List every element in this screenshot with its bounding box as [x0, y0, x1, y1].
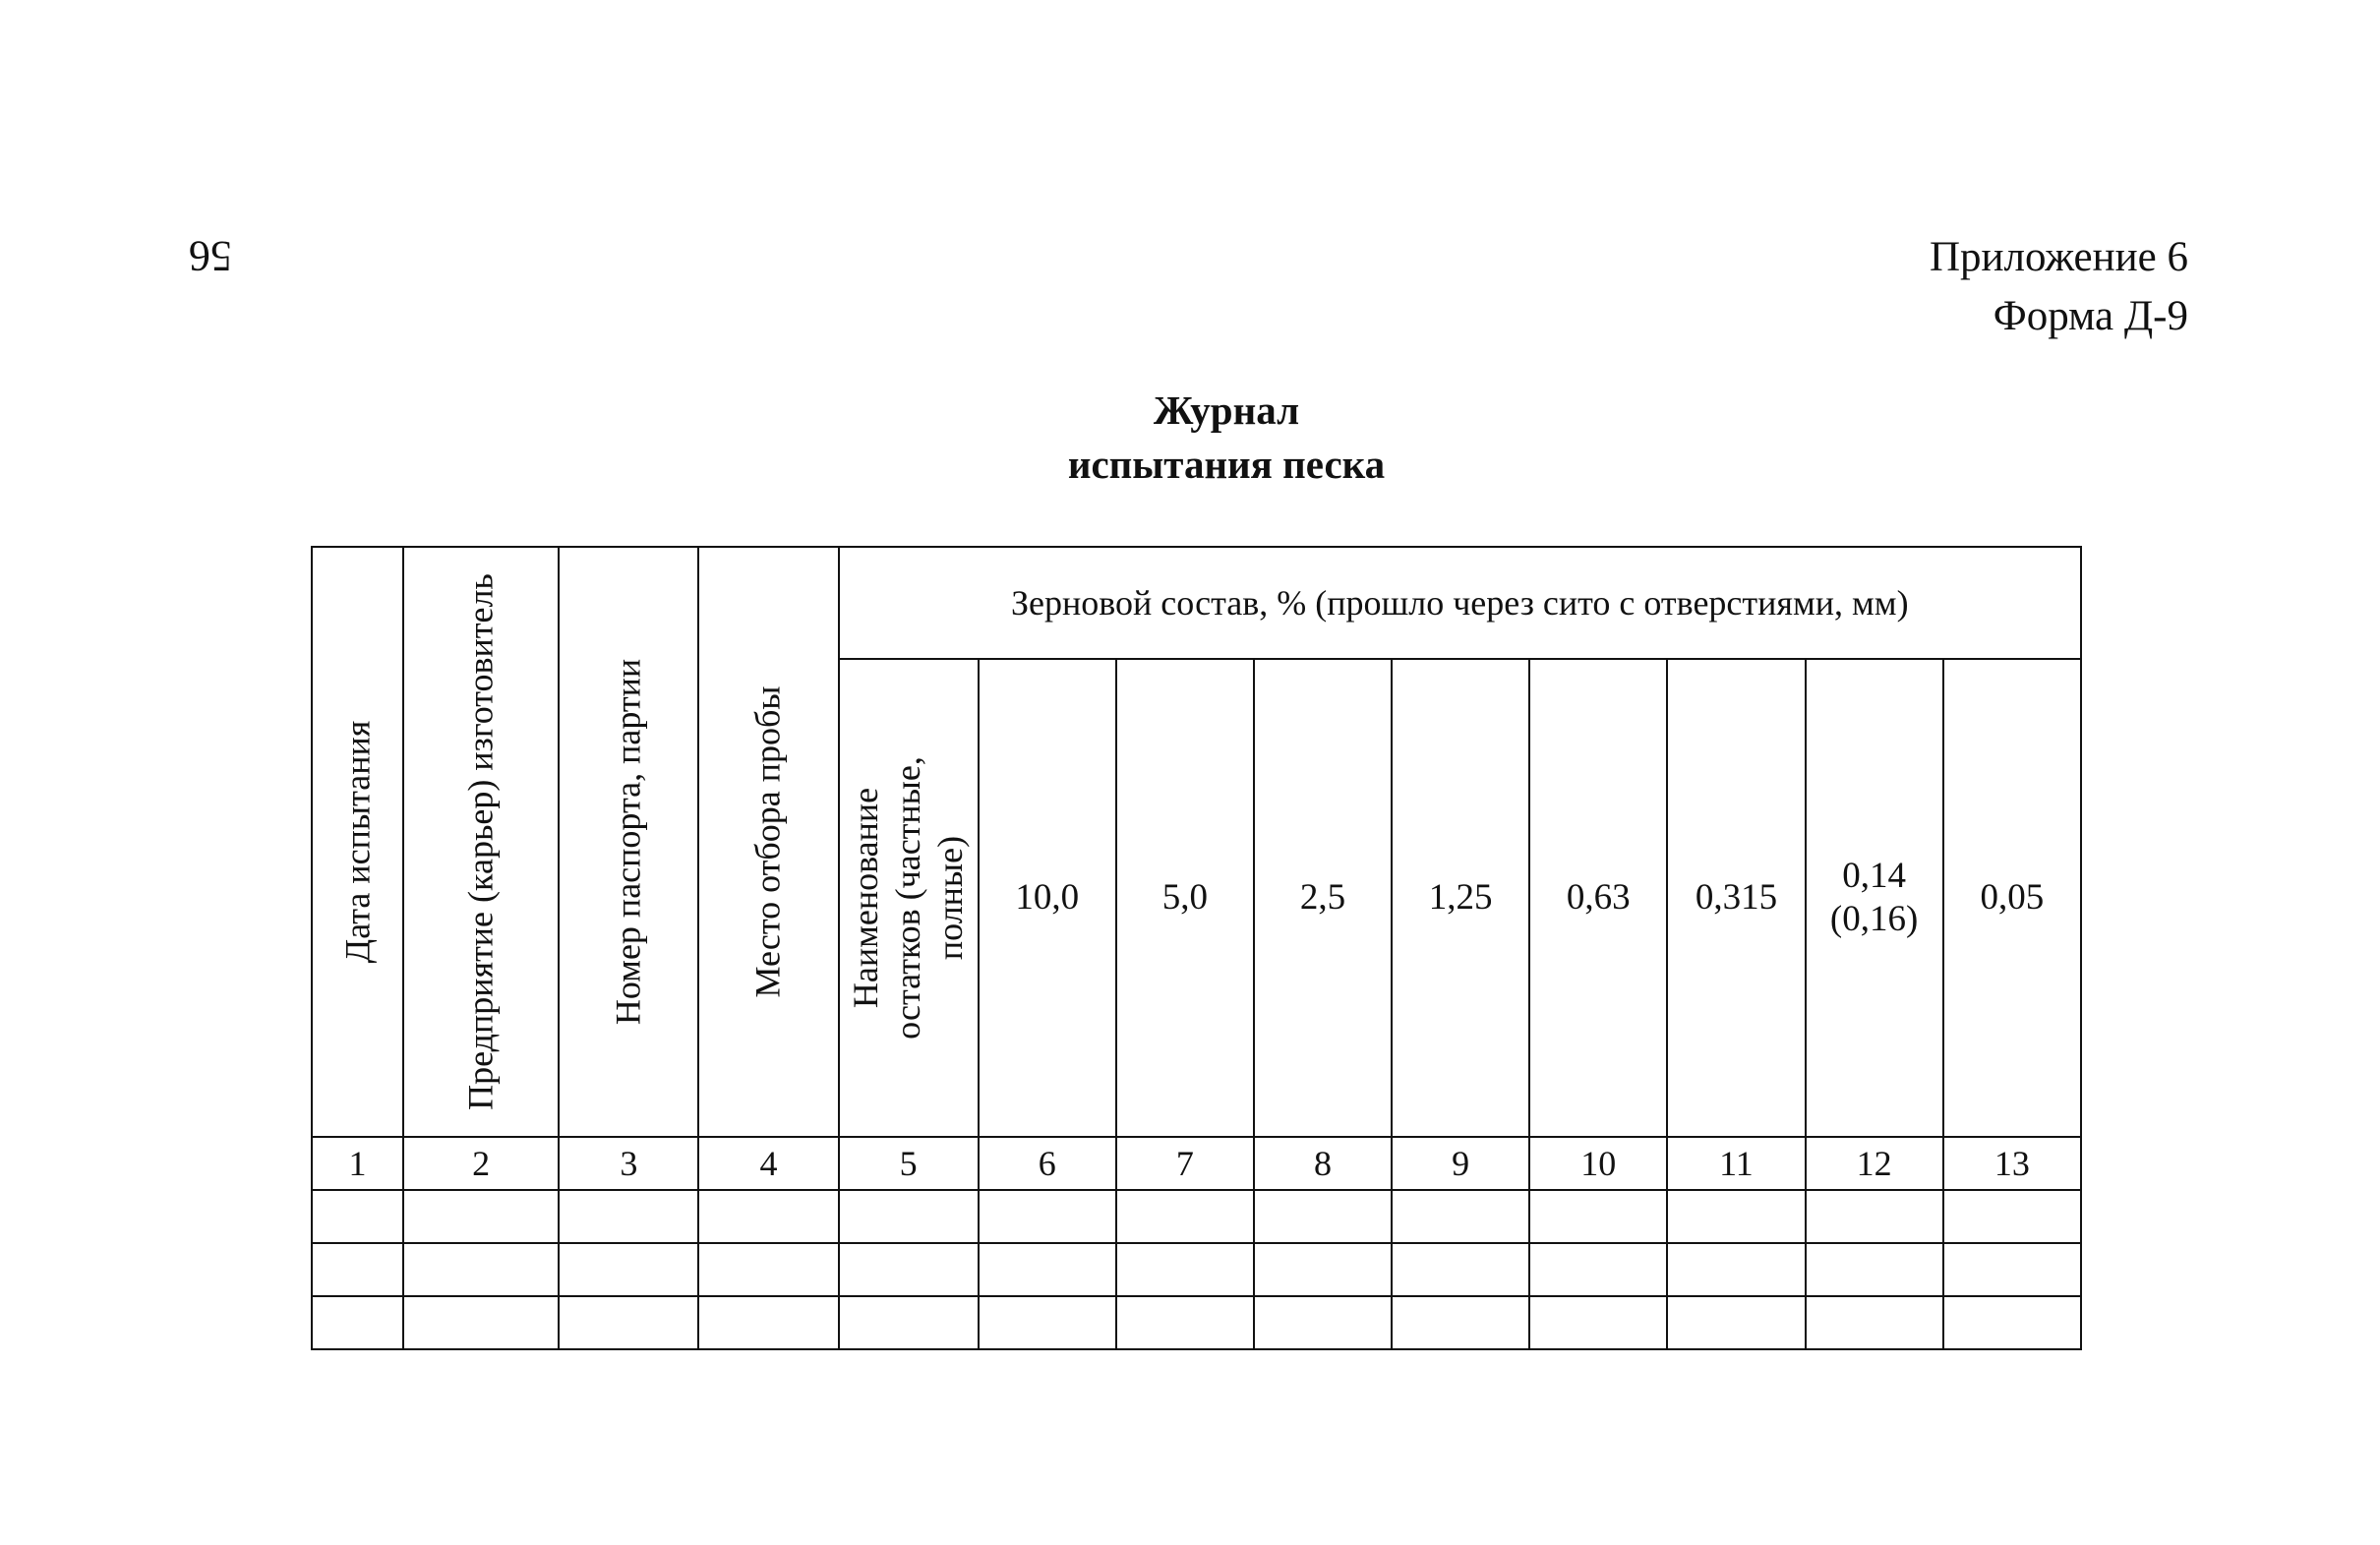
header-passport [559, 547, 698, 1137]
header-test-date-label: Дата испытания [336, 720, 377, 964]
blank-cell [403, 1296, 559, 1349]
blank-cell [1806, 1243, 1943, 1296]
blank-cell [312, 1243, 403, 1296]
sieve-label: 10,0 [1015, 876, 1080, 918]
header-grain-composition: Зерновой состав, % (прошло через сито с отверстиями, мм) [839, 547, 2081, 659]
blank-cell [1667, 1243, 1805, 1296]
blank-cell [403, 1243, 559, 1296]
column-number: 12 [1806, 1137, 1943, 1190]
blank-cell [403, 1190, 559, 1243]
sieve-10-0 [979, 659, 1116, 1137]
sieve-0-05 [1943, 659, 2081, 1137]
blank-cell [1943, 1243, 2081, 1296]
blank-cell [698, 1243, 838, 1296]
sieve-1-25 [1392, 659, 1529, 1137]
table-row [312, 1190, 2081, 1243]
blank-cell [1254, 1243, 1392, 1296]
column-number: 1 [312, 1137, 403, 1190]
sieve-0-14 [1806, 659, 1943, 1137]
header-producer-label: Предприятие (карьер) изготовитель [460, 573, 501, 1110]
sieve-label-alt: (0,16) [1829, 899, 1919, 939]
blank-cell [1254, 1190, 1392, 1243]
blank-cell [839, 1296, 979, 1349]
blank-cell [1529, 1243, 1667, 1296]
sieve-label: 0,315 [1695, 876, 1778, 918]
blank-cell [839, 1243, 979, 1296]
column-number: 5 [839, 1137, 979, 1190]
header-test-date [312, 547, 403, 1137]
column-number: 3 [559, 1137, 698, 1190]
table-row [312, 1243, 2081, 1296]
blank-cell [1254, 1296, 1392, 1349]
appendix-label: Приложение 6 [1929, 234, 2188, 280]
form-label: Форма Д-9 [1993, 293, 2188, 339]
page-number: 56 [189, 232, 232, 280]
blank-cell [1943, 1190, 2081, 1243]
column-number-row [312, 1137, 2081, 1190]
blank-cell [698, 1296, 838, 1349]
blank-cell [1116, 1243, 1254, 1296]
header-residue-name [839, 659, 979, 1137]
column-number: 4 [698, 1137, 838, 1190]
title-line-1: Журнал [1153, 387, 1300, 433]
header-sampling-place-label: Место отбора пробы [747, 685, 788, 998]
blank-cell [312, 1296, 403, 1349]
blank-cell [1943, 1296, 2081, 1349]
blank-cell [979, 1243, 1116, 1296]
blank-cell [559, 1243, 698, 1296]
column-number: 10 [1529, 1137, 1667, 1190]
table-row [312, 1296, 2081, 1349]
blank-cell [1667, 1190, 1805, 1243]
header-residue-name-label: Наименование остатков (частные, полные) [845, 756, 971, 1040]
sieve-2-5 [1254, 659, 1392, 1137]
blank-cell [1392, 1243, 1529, 1296]
blank-cell [1806, 1296, 1943, 1349]
blank-cell [1392, 1190, 1529, 1243]
header-row-1 [312, 547, 2081, 659]
sieve-0-315 [1667, 659, 1805, 1137]
blank-cell [1392, 1296, 1529, 1349]
blank-cell [1806, 1190, 1943, 1243]
sieve-label: 5,0 [1161, 876, 1208, 918]
blank-cell [559, 1190, 698, 1243]
blank-cell [979, 1296, 1116, 1349]
sieve-0-63 [1529, 659, 1667, 1137]
blank-cell [1529, 1190, 1667, 1243]
sand-test-journal-table [311, 546, 2082, 1350]
column-number: 13 [1943, 1137, 2081, 1190]
blank-cell [839, 1190, 979, 1243]
sieve-label: 0,63 [1566, 876, 1631, 918]
sieve-5-0 [1116, 659, 1254, 1137]
blank-cell [1116, 1296, 1254, 1349]
sieve-label: 0,14 [1842, 855, 1906, 896]
column-number: 6 [979, 1137, 1116, 1190]
appendix-header [1930, 228, 2188, 346]
sieve-label: 1,25 [1428, 876, 1493, 918]
sieve-label: 0,05 [1980, 876, 2045, 918]
sieve-label: 2,5 [1299, 876, 1346, 918]
blank-cell [698, 1190, 838, 1243]
header-sampling-place [698, 547, 838, 1137]
blank-cell [312, 1190, 403, 1243]
column-number: 11 [1667, 1137, 1805, 1190]
blank-cell [559, 1296, 698, 1349]
column-number: 7 [1116, 1137, 1254, 1190]
blank-cell [1116, 1190, 1254, 1243]
header-passport-label: Номер паспорта, партии [608, 658, 648, 1026]
blank-cell [979, 1190, 1116, 1243]
blank-cell [1667, 1296, 1805, 1349]
title-line-2: испытания песка [1067, 442, 1386, 487]
blank-cell [1529, 1296, 1667, 1349]
column-number: 9 [1392, 1137, 1529, 1190]
document-title [0, 384, 2380, 492]
column-number: 8 [1254, 1137, 1392, 1190]
column-number: 2 [403, 1137, 559, 1190]
header-producer [403, 547, 559, 1137]
